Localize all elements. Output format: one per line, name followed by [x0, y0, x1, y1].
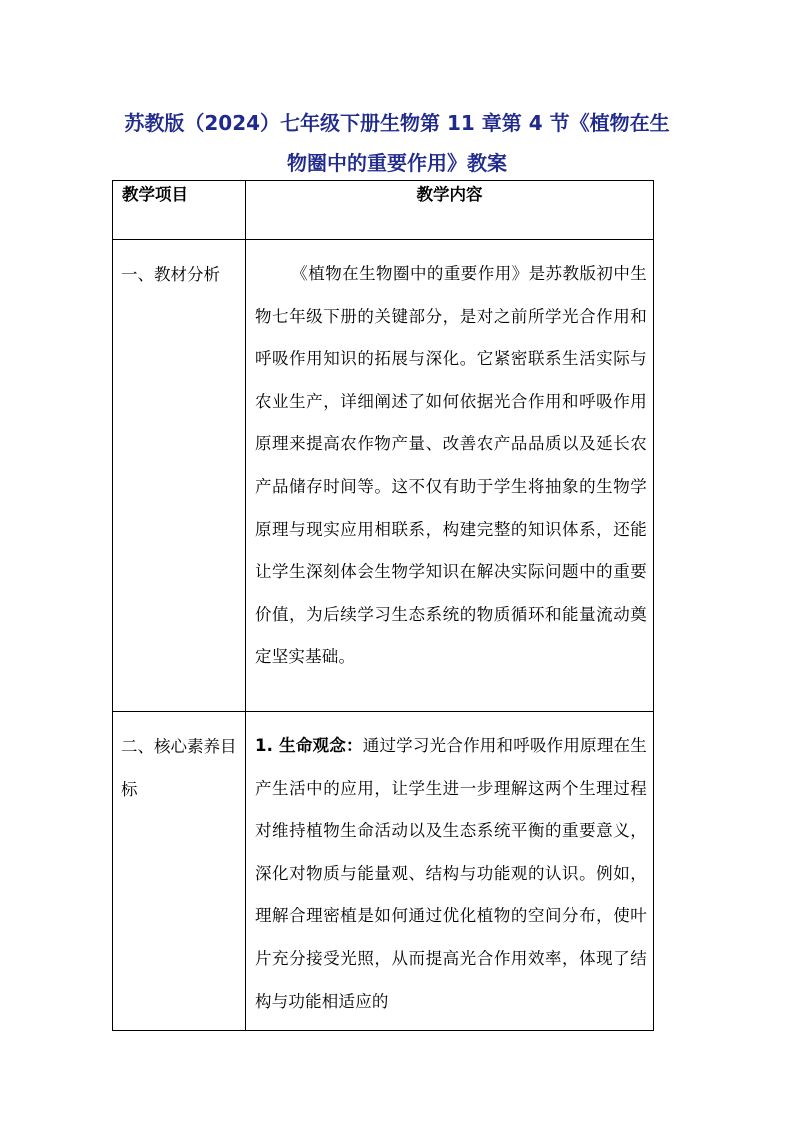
- title-line-2: 物圈中的重要作用》教案: [287, 151, 507, 175]
- life-concept-text: 通过学习光合作用和呼吸作用原理在生产生活中的应用，让学生进一步理解这两个生理过程对维持植物生命活动以及生态系统平衡的重要意义，深化对物质与能量观、结构与功能观的认识。例如，理解合理密植是如何通过优化植物的空间分布，使叶片充分接受光照，从而提高光合作用效率，体现了结构与功能相适应的: [255, 736, 647, 1011]
- core-literacy-paragraph: [255, 725, 647, 1020]
- row-label-core-literacy: 二、核心素养目标: [113, 712, 246, 1031]
- table-header-row: [113, 181, 654, 240]
- row-label-textbook-analysis: 一、教材分析: [113, 240, 246, 712]
- header-teaching-content: 教学内容: [246, 181, 654, 240]
- document-title: [100, 103, 694, 183]
- row-content-textbook-analysis: [246, 240, 654, 712]
- title-line-1: 苏教版（2024）七年级下册生物第 11 章第 4 节《植物在生: [124, 111, 670, 135]
- table-row: [113, 712, 654, 1031]
- table-row: [113, 240, 654, 712]
- row-content-core-literacy: [246, 712, 654, 1031]
- header-teaching-item: 教学项目: [113, 181, 246, 240]
- lesson-plan-table: [112, 180, 654, 1031]
- textbook-analysis-paragraph: 《植物在生物圈中的重要作用》是苏教版初中生物七年级下册的关键部分，是对之前所学光合作用和呼吸作用知识的拓展与深化。它紧密联系生活实际与农业生产，详细阐述了如何依据光合作用和呼吸作用原理来提高农作物产量、改善农产品品质以及延长农产品储存时间等。这不仅有助于学生将抽象的生物学原理与现实应用相联系，构建完整的知识体系，还能让学生深刻体会生物学知识在解决实际问题中的重要价值，为后续学习生态系统的物质循环和能量流动奠定坚实基础。: [255, 264, 647, 667]
- life-concept-heading: 1. 生命观念：: [255, 736, 363, 755]
